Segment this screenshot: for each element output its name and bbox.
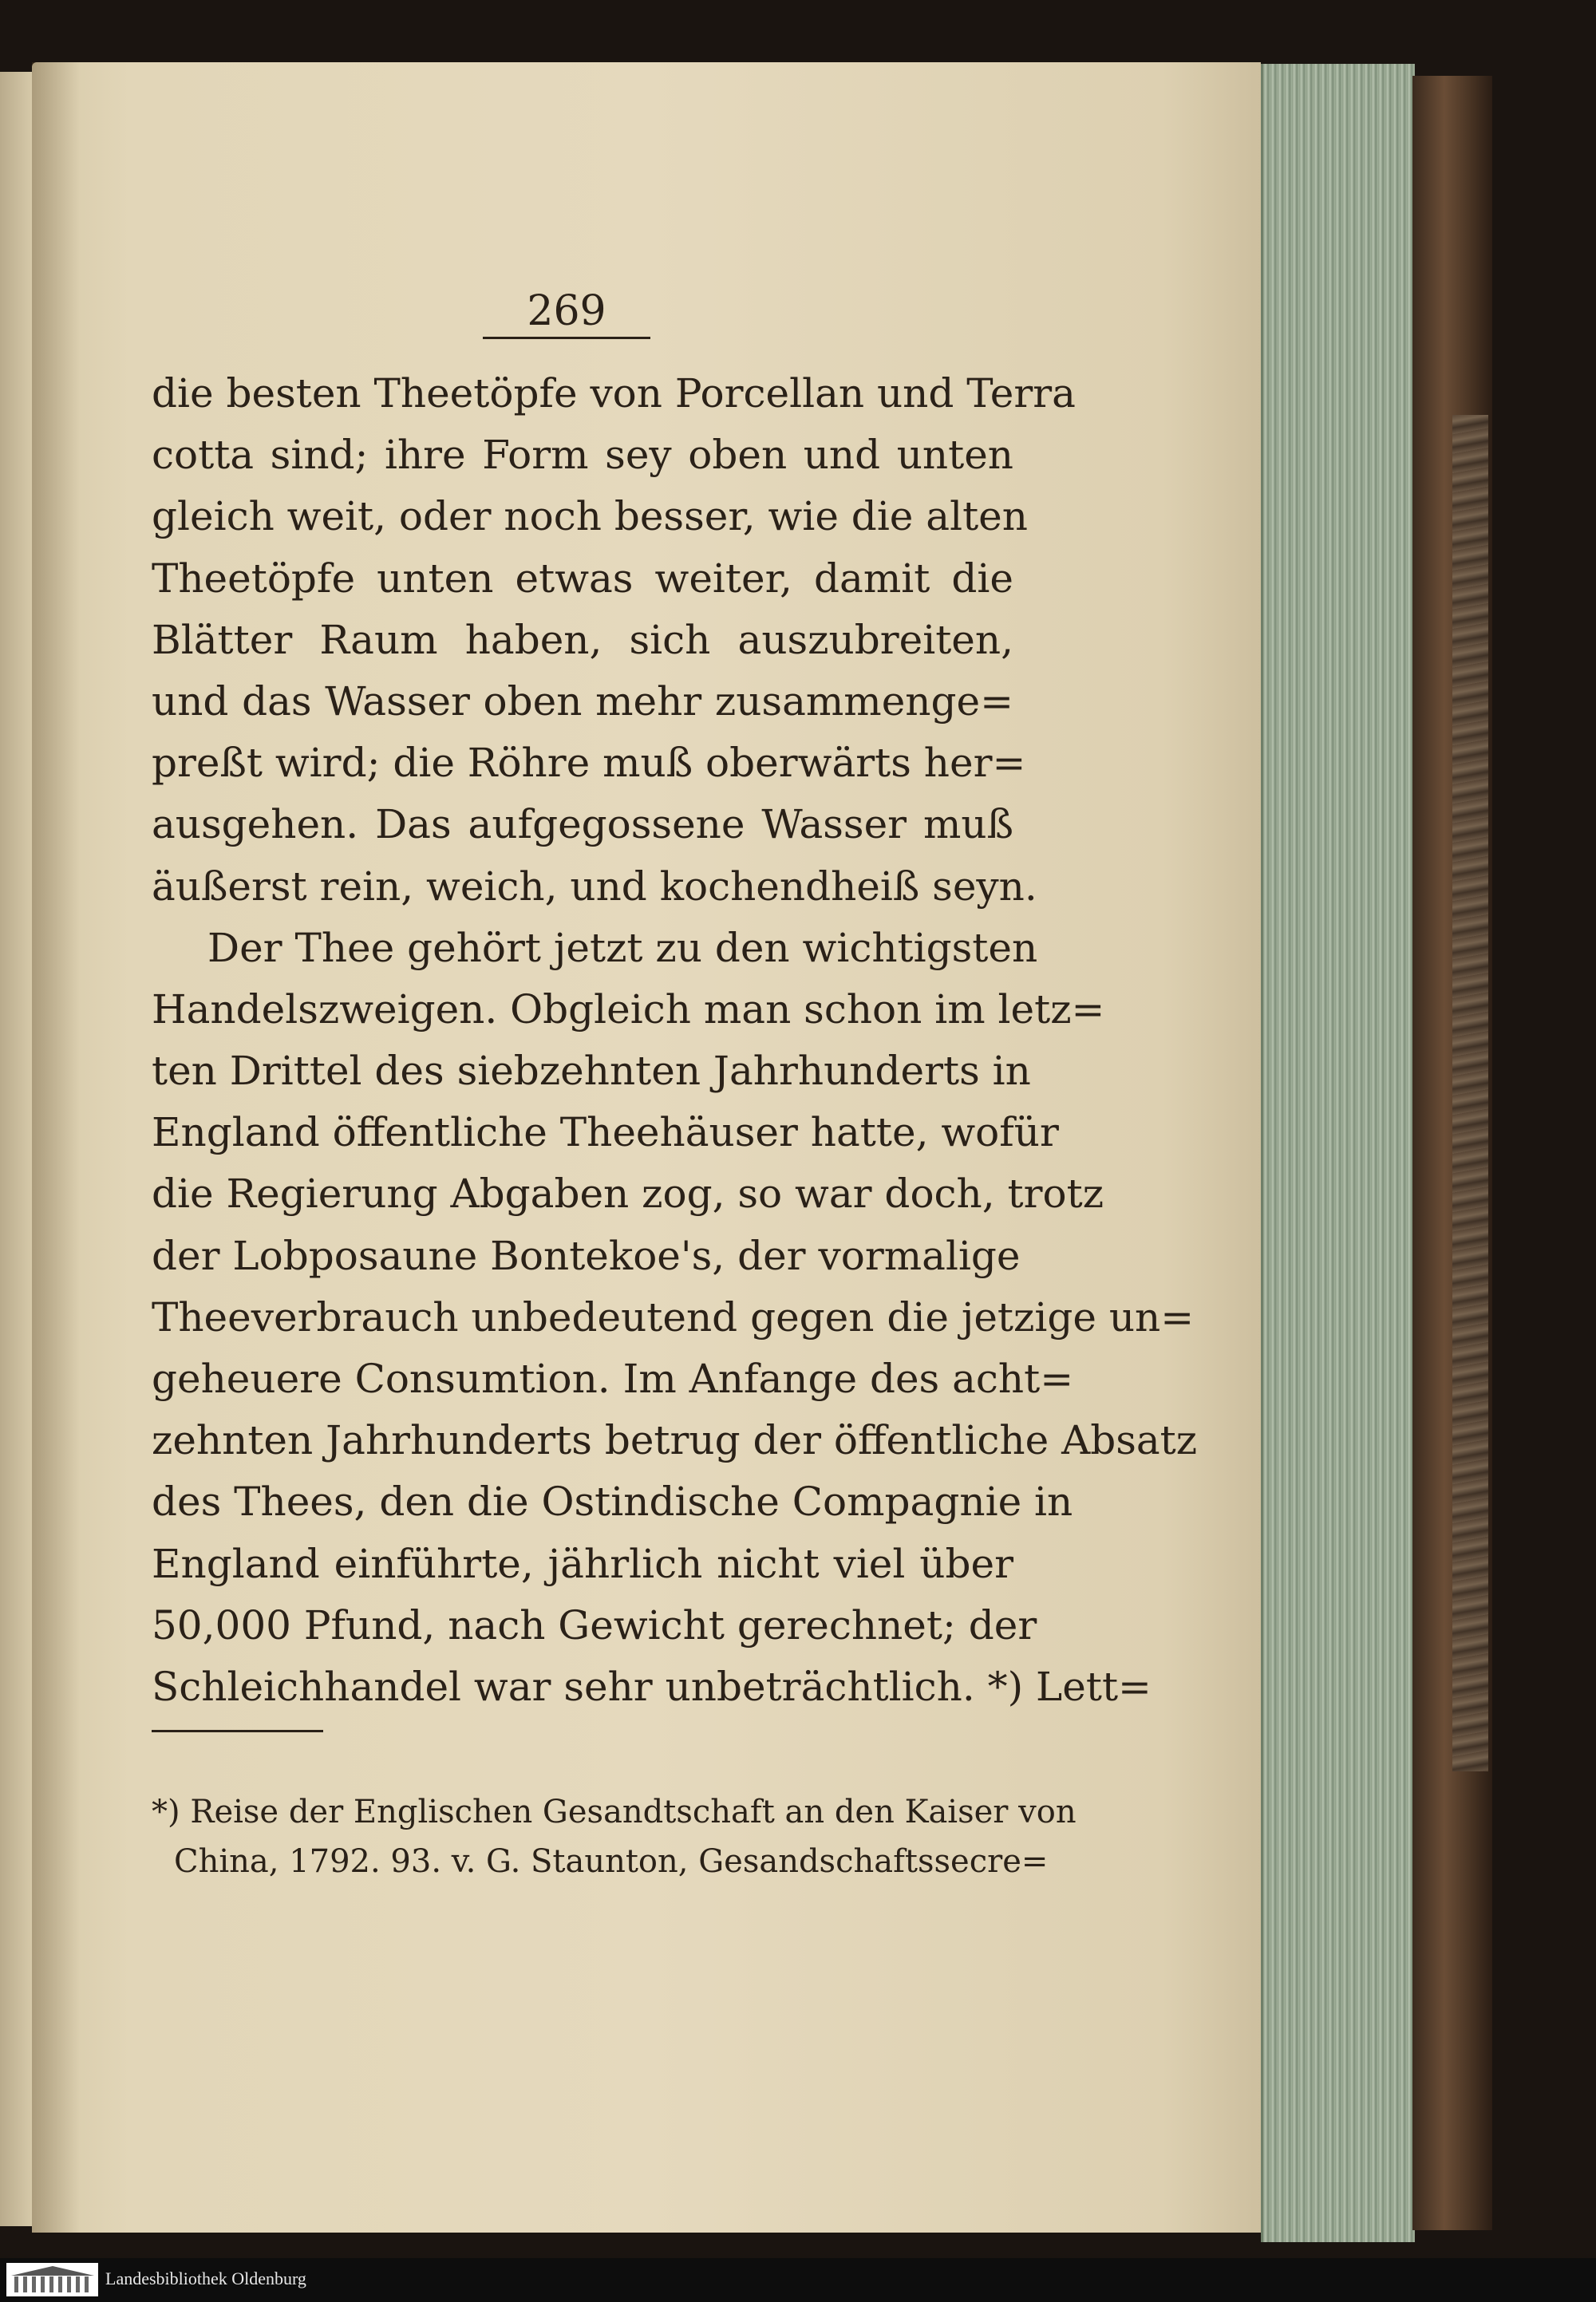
page-number-rule [483,337,650,339]
text-line: Theetöpfe unten etwas weiter, damit die [152,555,1013,602]
footnote-line: *) Reise der Englischen Gesandtschaft an den Kaiser von [152,1794,1077,1830]
library-logo-columns-icon [14,2276,91,2292]
text-line: ten Drittel des siebzehnten Jahrhunderts in [152,1048,1031,1095]
library-logo-roof-icon [11,2266,94,2276]
text-line: gleich weit, oder noch besser, wie die alten [152,493,1028,540]
text-line: cotta sind; ihre Form sey oben und unten [152,432,1013,479]
text-line: äußerst rein, weich, und kochendheiß seyn. [152,863,1037,910]
text-line: England öffentliche Theehäuser hatte, wofür [152,1109,1059,1156]
text-line: Schleichhandel war sehr unbeträchtlich. *) Lett= [152,1663,1152,1710]
previous-page-edge [0,72,34,2226]
text-line: des Thees, den die Ostindische Compagnie in [152,1479,1073,1526]
text-line: und das Wasser oben mehr zusammenge= [152,677,1013,725]
paragraph-start-line: Der Thee gehört jetzt zu den wichtigsten [207,924,1038,971]
text-line: geheuere Consumtion. Im Anfange des acht= [152,1356,1074,1402]
text-line: zehnten Jahrhunderts betrug der öffentliche Absatz [152,1417,1198,1464]
text-line: der Lobposaune Bontekoe's, der vormalige [152,1232,1021,1279]
body-text [152,363,1198,1718]
text-line: Theeverbrauch unbedeutend gegen die jetzige un= [152,1293,1195,1341]
text-line: die besten Theetöpfe von Porcellan und Terra [152,370,1076,417]
text-line: preßt wird; die Röhre muß oberwärts her= [152,740,1026,787]
text-line: 50,000 Pfund, nach Gewicht gerechnet; der [152,1601,1037,1649]
footnote-rule [152,1730,323,1732]
page-block-edge [1261,64,1415,2242]
text-line: Handelszweigen. Obgleich man schon im letz= [152,985,1105,1033]
text-line: die Regierung Abgaben zog, so war doch, trotz [152,1171,1104,1218]
marbled-cover-board [1452,415,1488,1771]
text-line: Blätter Raum haben, sich auszubreiten, [152,616,1013,663]
footnote [152,1787,1077,1886]
library-name: Landesbibliothek Oldenburg [105,2268,306,2288]
gutter-shadow [32,62,80,2233]
text-line: England einführte, jährlich nicht viel über [152,1540,1013,1587]
page-number: 269 [527,287,606,335]
footnote-line: China, 1792. 93. v. G. Staunton, Gesandschaftssecre= [174,1843,1049,1880]
text-line: ausgehen. Das aufgegossene Wasser muß [152,801,1013,848]
